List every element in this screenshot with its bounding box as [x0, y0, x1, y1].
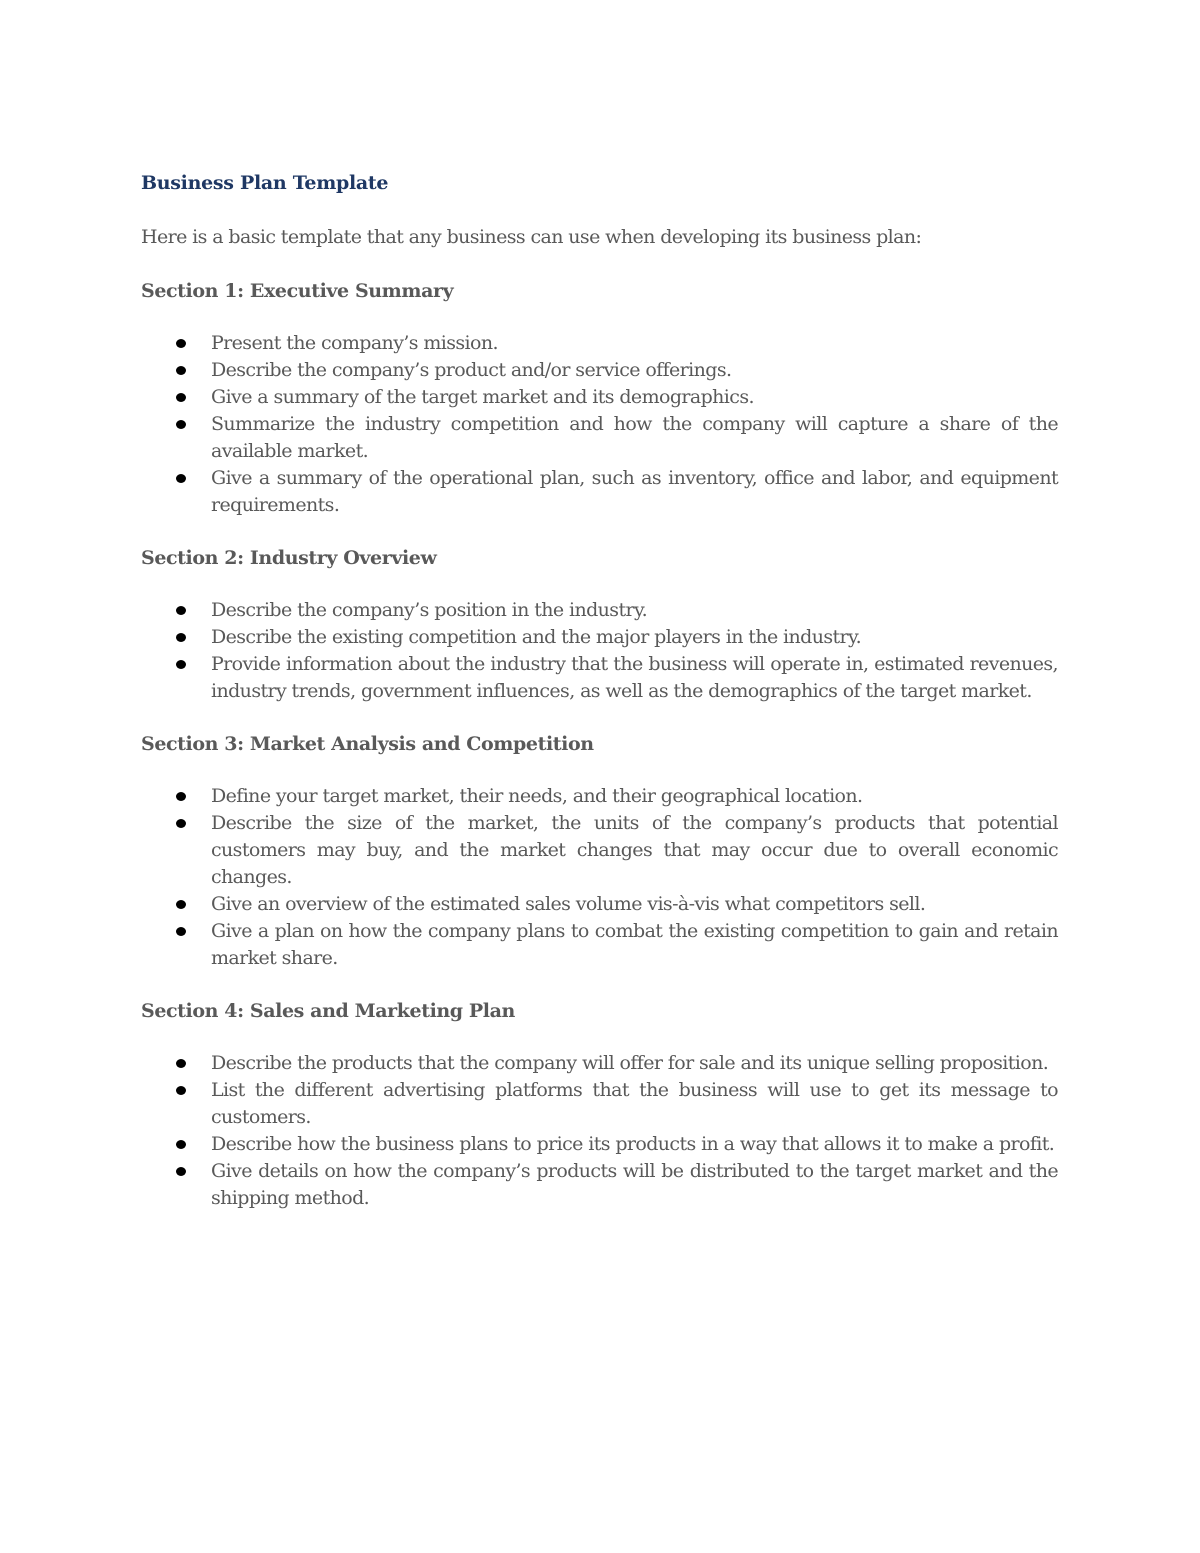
section-3-list [141, 783, 1058, 972]
intro-paragraph: Here is a basic template that any business can use when developing its business plan: [141, 226, 922, 248]
list-item [141, 1131, 1058, 1158]
bullet-icon [176, 927, 186, 936]
list-item-text: Summarize the industry competition and how the company will capture a share of the available market. [211, 413, 1058, 462]
list-item [141, 651, 1058, 705]
list-item-text: Describe the existing competition and the major players in the industry. [211, 626, 862, 648]
list-item-text: Give details on how the company’s products will be distributed to the target market and the shipping method. [211, 1160, 1058, 1209]
list-item-text: List the different advertising platforms that the business will use to get its message to customers. [211, 1079, 1058, 1128]
list-item [141, 465, 1058, 519]
bullet-icon [176, 606, 186, 615]
list-item-text: Describe the company’s product and/or service offerings. [211, 359, 732, 381]
list-item [141, 891, 1058, 918]
bullet-icon [176, 1140, 186, 1149]
section-4-list [141, 1050, 1058, 1212]
bullet-icon [176, 660, 186, 669]
bullet-icon [176, 474, 186, 483]
list-item [141, 1158, 1058, 1212]
list-item [141, 411, 1058, 465]
list-item-text: Give a plan on how the company plans to combat the existing competition to gain and retain market share. [211, 920, 1058, 969]
list-item-text: Present the company’s mission. [211, 332, 498, 354]
section-4-heading: Section 4: Sales and Marketing Plan [141, 1000, 515, 1022]
bullet-icon [176, 393, 186, 402]
document-title: Business Plan Template [141, 172, 389, 194]
list-item [141, 918, 1058, 972]
section-3-heading: Section 3: Market Analysis and Competition [141, 733, 594, 755]
list-item-text: Give a summary of the target market and its demographics. [211, 386, 754, 408]
section-1-list [141, 330, 1058, 519]
list-item [141, 597, 1058, 624]
list-item [141, 384, 1058, 411]
list-item-text: Describe the size of the market, the units of the company’s products that potential customers may buy, and the market changes that may occur due to overall economic changes. [211, 812, 1058, 888]
list-item-text: Give a summary of the operational plan, such as inventory, office and labor, and equipment requirements. [211, 467, 1058, 516]
list-item [141, 783, 1058, 810]
list-item-text: Define your target market, their needs, and their geographical location. [211, 785, 863, 807]
bullet-icon [176, 1059, 186, 1068]
list-item [141, 624, 1058, 651]
bullet-icon [176, 819, 186, 828]
bullet-icon [176, 792, 186, 801]
list-item-text: Describe the products that the company will offer for sale and its unique selling proposition. [211, 1052, 1049, 1074]
list-item-text: Describe the company’s position in the industry. [211, 599, 648, 621]
bullet-icon [176, 420, 186, 429]
bullet-icon [176, 633, 186, 642]
document-page [141, 168, 1058, 1212]
list-item [141, 1050, 1058, 1077]
list-item [141, 357, 1058, 384]
bullet-icon [176, 366, 186, 375]
section-1-heading: Section 1: Executive Summary [141, 280, 454, 302]
list-item-text: Give an overview of the estimated sales volume vis-à-vis what competitors sell. [211, 893, 926, 915]
bullet-icon [176, 900, 186, 909]
list-item-text: Provide information about the industry that the business will operate in, estimated revenues, industry trends, government influences, as well as the demographics of the target market. [211, 653, 1058, 702]
list-item-text: Describe how the business plans to price its products in a way that allows it to make a profit. [211, 1133, 1055, 1155]
bullet-icon [176, 339, 186, 348]
bullet-icon [176, 1086, 186, 1095]
section-2-list [141, 597, 1058, 705]
section-2-heading: Section 2: Industry Overview [141, 547, 437, 569]
list-item [141, 1077, 1058, 1131]
list-item [141, 810, 1058, 891]
list-item [141, 330, 1058, 357]
bullet-icon [176, 1167, 186, 1176]
